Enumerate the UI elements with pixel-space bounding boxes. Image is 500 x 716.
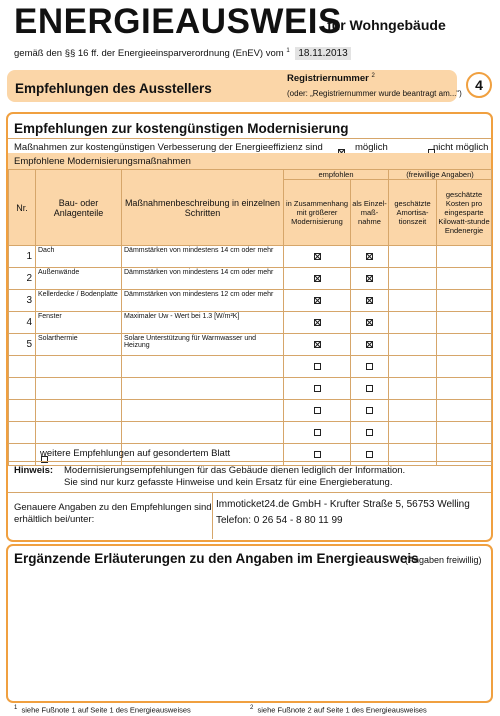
row-description [122,378,284,400]
row-description: Solare Unterstützung für Warmwasser und Heizung [122,334,284,356]
row-zusammenhang-cell [284,444,351,466]
row-kosten[interactable] [437,268,492,290]
col-einzel: als Einzel-maß-nahme [351,180,389,246]
row-kosten[interactable] [437,356,492,378]
modernization-title: Empfehlungen zur kostengünstigen Modernisierung [14,121,349,136]
row-number: 3 [9,290,36,312]
col-amortisation: geschätzte Amortisa-tionszeit [389,180,437,246]
row-bauteil: Dach [36,246,122,268]
row-einzel-checkbox[interactable] [366,341,373,348]
row-kosten[interactable] [437,312,492,334]
row-description: Maximaler Uw - Wert bei 1.3 [W/m²K] [122,312,284,334]
row-description: Dämmstärken von mindestens 12 cm oder mehr [122,290,284,312]
row-zusammenhang-checkbox[interactable] [314,407,321,414]
hint-line-1: Modernisierungsempfehlungen für das Gebäude dienen lediglich der Information. [64,465,406,476]
row-einzel-cell [351,334,389,356]
row-amortisation[interactable] [389,400,437,422]
col-kosten: geschätzte Kosten pro eingesparte Kilowatt-stunde Endenergie [437,180,492,246]
row-einzel-checkbox[interactable] [366,407,373,414]
row-number [9,378,36,400]
table-row [9,312,492,334]
divider [8,461,491,462]
table-row [9,356,492,378]
row-zusammenhang-checkbox[interactable] [314,319,321,326]
row-number [9,422,36,444]
contact-label [14,502,212,526]
col-freiwillig: (freiwillige Angaben) [389,170,492,180]
legal-footnote-marker: 1 [286,48,290,54]
row-zusammenhang-cell [284,312,351,334]
footnote-2 [250,705,427,715]
row-number [9,444,36,466]
row-einzel-checkbox[interactable] [366,253,373,260]
row-kosten[interactable] [437,246,492,268]
section-header-title: Empfehlungen des Ausstellers [15,81,212,96]
row-amortisation[interactable] [389,312,437,334]
row-amortisation[interactable] [389,334,437,356]
row-zusammenhang-checkbox[interactable] [314,429,321,436]
row-zusammenhang-checkbox[interactable] [314,297,321,304]
row-zusammenhang-checkbox[interactable] [314,363,321,370]
contact-phone: Telefon: 0 26 54 - 8 80 11 99 [216,515,343,526]
measures-question: Maßnahmen zur kostengünstigen Verbesserung der Energieeffizienz sind [14,142,323,153]
row-amortisation[interactable] [389,268,437,290]
row-amortisation[interactable] [389,290,437,312]
row-description [122,356,284,378]
registration-number [388,73,446,84]
row-einzel-checkbox[interactable] [366,297,373,304]
footnote-1-text: siehe Fußnote 1 auf Seite 1 des Energieausweises [21,705,191,715]
row-bauteil [36,378,122,400]
row-number: 5 [9,334,36,356]
row-kosten[interactable] [437,444,492,466]
row-amortisation[interactable] [389,422,437,444]
row-zusammenhang-cell [284,290,351,312]
row-einzel-checkbox[interactable] [366,385,373,392]
table-row [9,268,492,290]
table-row [9,334,492,356]
row-description: Dämmstärken von mindestens 14 cm oder mehr [122,268,284,290]
row-kosten[interactable] [437,290,492,312]
row-bauteil [36,356,122,378]
contact-company: Immoticket24.de GmbH - Krufter Straße 5, 56753 Welling [216,499,470,510]
col-zusammenhang: in Zusammenhang mit größerer Modernisierung [284,180,351,246]
row-number [9,400,36,422]
contact-label-line-1: Genauere Angaben zu den Empfehlungen sind [14,502,212,513]
document-title: ENERGIEAUSWEIS [14,2,342,41]
further-recommendations-label: weitere Empfehlungen auf gesondertem Blatt [40,448,231,459]
row-zusammenhang-cell [284,268,351,290]
row-zusammenhang-checkbox[interactable] [314,385,321,392]
row-kosten[interactable] [437,400,492,422]
row-einzel-cell [351,422,389,444]
row-zusammenhang-cell [284,246,351,268]
row-einzel-cell [351,356,389,378]
hint-line-2: Sie sind nur kurz gefasste Hinweise und kein Ersatz für eine Energieberatung. [64,477,393,488]
explanations-optional-note: (Angaben freiwillig) [405,555,482,565]
table-row [9,246,492,268]
divider [8,138,491,139]
row-einzel-checkbox[interactable] [366,451,373,458]
row-number: 4 [9,312,36,334]
measures-not-possible-label: nicht möglich [433,142,489,153]
row-bauteil [36,422,122,444]
row-zusammenhang-cell [284,334,351,356]
row-einzel-checkbox[interactable] [366,275,373,282]
recommended-measures-label: Empfohlene Modernisierungsmaßnahmen [14,156,191,167]
row-einzel-cell [351,246,389,268]
explanations-box[interactable] [6,544,493,703]
measures-possible-label: möglich [355,142,388,153]
row-description [122,422,284,444]
page-number: 4 [466,72,492,98]
row-number [9,356,36,378]
row-bauteil: Außenwände [36,268,122,290]
row-zusammenhang-checkbox[interactable] [314,341,321,348]
hint-text [64,465,405,489]
row-einzel-checkbox[interactable] [366,363,373,370]
row-zusammenhang-checkbox[interactable] [314,275,321,282]
registration-note: (oder: „Registriernummer wurde beantragt am...“) [287,89,462,98]
row-kosten[interactable] [437,378,492,400]
legal-reference [14,48,290,59]
row-einzel-cell [351,312,389,334]
row-description [122,400,284,422]
row-zusammenhang-cell [284,378,351,400]
row-bauteil [36,400,122,422]
footnote-1-marker: 1 [14,705,18,711]
hint-label: Hinweis: [14,465,54,476]
table-row [9,378,492,400]
col-empfohlen: empfohlen [284,170,389,180]
row-zusammenhang-checkbox[interactable] [314,451,321,458]
table-row [9,290,492,312]
row-bauteil: Fenster [36,312,122,334]
row-kosten[interactable] [437,422,492,444]
footnote-2-text: siehe Fußnote 2 auf Seite 1 des Energieausweises [257,705,427,715]
row-description: Dämmstärken von mindestens 14 cm oder mehr [122,246,284,268]
col-bauteil: Bau- oder Anlagenteile [36,170,122,246]
row-zusammenhang-cell [284,422,351,444]
row-zusammenhang-checkbox[interactable] [314,253,321,260]
registration-footnote-marker: 2 [371,73,375,79]
row-einzel-checkbox[interactable] [366,429,373,436]
row-einzel-cell [351,268,389,290]
row-bauteil: Kellerdecke / Bodenplatte [36,290,122,312]
row-bauteil: Solarthermie [36,334,122,356]
row-amortisation[interactable] [389,444,437,466]
row-einzel-cell [351,378,389,400]
registration-label [287,73,375,84]
row-number: 1 [9,246,36,268]
registration-label-text: Registriernummer [287,73,369,85]
col-beschreibung: Maßnahmenbeschreibung in einzelnen Schritten [122,170,284,246]
enev-date: 18.11.2013 [295,47,351,60]
row-amortisation[interactable] [389,356,437,378]
measures-table [8,169,492,466]
footnote-2-marker: 2 [250,705,254,711]
row-zusammenhang-cell [284,400,351,422]
row-einzel-cell [351,400,389,422]
row-amortisation[interactable] [389,378,437,400]
row-amortisation[interactable] [389,246,437,268]
explanations-title: Ergänzende Erläuterungen zu den Angaben im Energieausweis [14,551,419,566]
row-einzel-checkbox[interactable] [366,319,373,326]
row-zusammenhang-cell [284,356,351,378]
footnote-1 [14,705,191,715]
divider [8,492,491,493]
row-einzel-cell [351,444,389,466]
legal-text: gemäß den §§ 16 ff. der Energieeinsparverordnung (EnEV) vom [14,48,284,60]
table-row [9,422,492,444]
col-nr: Nr. [9,170,36,246]
document-subtitle: für Wohngebäude [327,17,446,33]
table-row [9,400,492,422]
contact-label-line-2: erhältlich bei/unter: [14,514,95,525]
row-einzel-cell [351,290,389,312]
contact-separator [212,493,213,539]
row-number: 2 [9,268,36,290]
row-kosten[interactable] [437,334,492,356]
